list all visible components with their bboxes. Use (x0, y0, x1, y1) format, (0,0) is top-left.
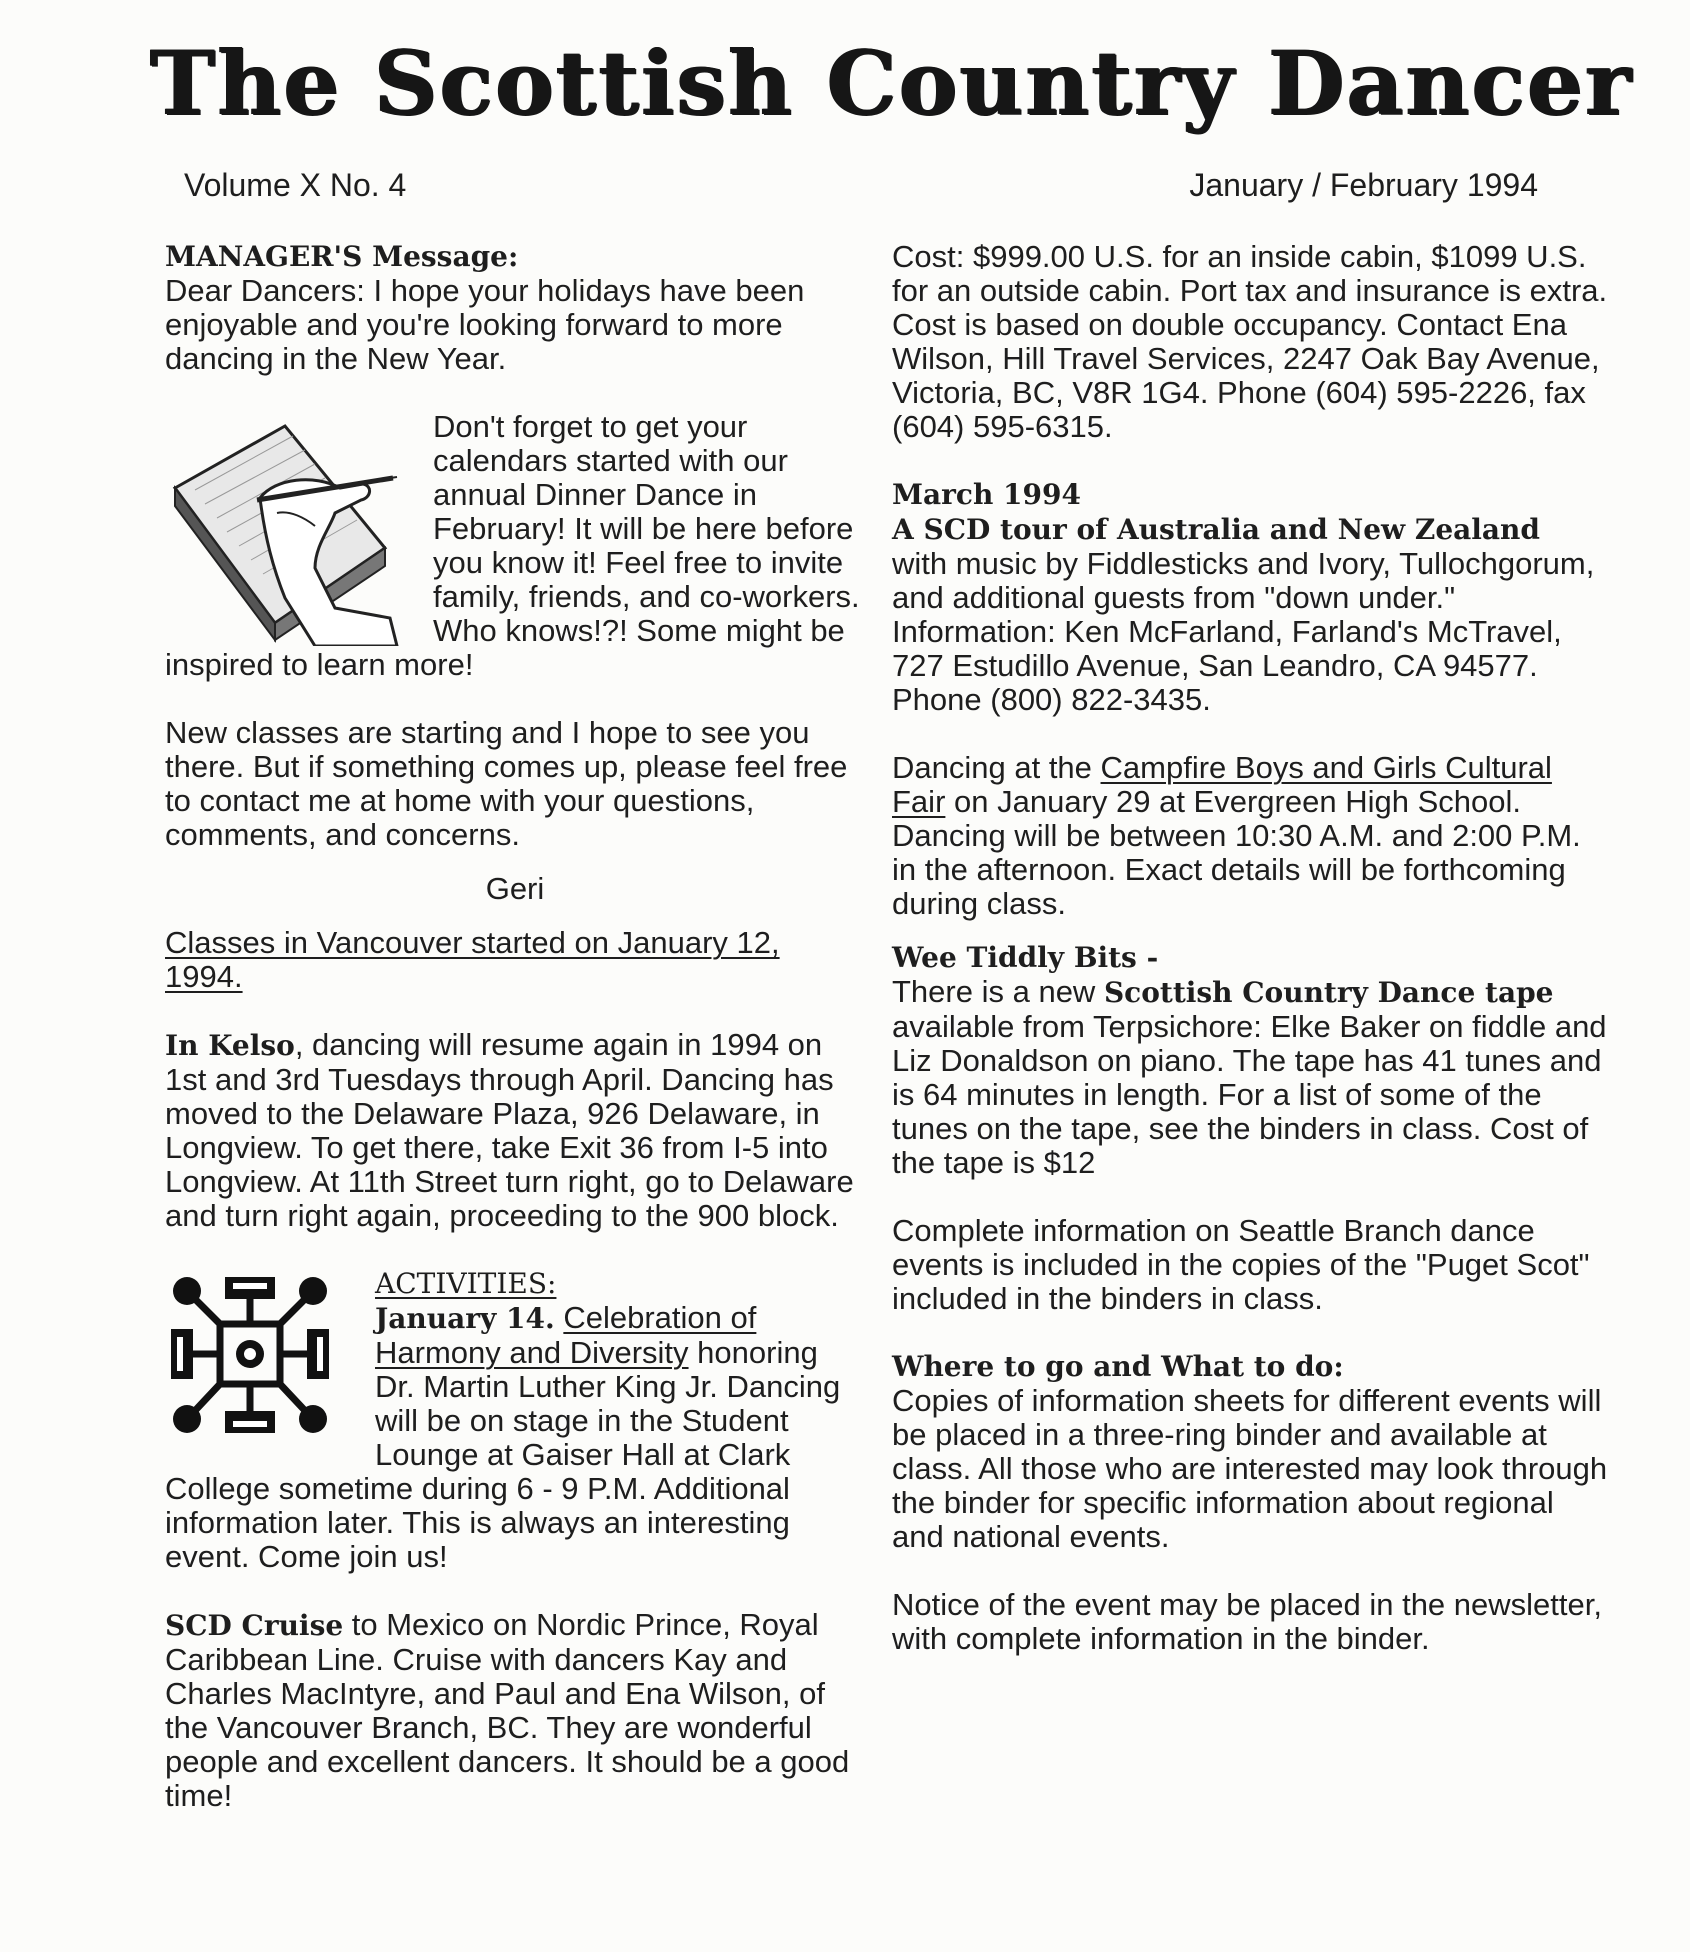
signature: Geri (485, 871, 545, 906)
campfire-text: on January 29 at Evergreen High School. Dancing will be between 10:30 A.M. and 2:00 P.M. in the afternoon. Exact details will be forthcoming during class. (892, 784, 1581, 921)
kelso-text: , dancing will resume again in 1994 on 1st and 3rd Tuesdays through April. Dancing has moved to the Delaware Plaza, 926 Delaware, in Longview. To get there, take Exit 36 from I-5 into Longview. At 11th Street turn right, go to Delaware and turn right again, proceeding to the 900 block. (165, 1027, 854, 1233)
activity-text: honoring Dr. Martin Luther King Jr. Dancing will be on stage in the Student Lounge at Gaiser Hall at Clark College sometime during 6 - 9 P.M. Additional information later. This is always an interesting event. Come join us! (165, 1335, 841, 1574)
where-to-go-text: Copies of information sheets for different events will be placed in a three-ring binder and available at class. All those who are interested may look through the binder for specific information about regional and national events. (892, 1383, 1608, 1554)
campfire-paragraph (892, 751, 1612, 921)
dinner-dance-text: Don't forget to get your calendars started with our annual Dinner Dance in February! It will be here before you know it! Feel free to invite family, friends, and co-workers. Who knows!?! Some might be inspired to learn more! (165, 409, 860, 682)
cruise-text: to Mexico on Nordic Prince, Royal Caribbean Line. Cruise with dancers Kay and Charles MacIntyre, and Paul and Ena Wilson, of the Vancouver Branch, BC. They are wonderful people and excellent dancers. It should be a good time! (165, 1607, 850, 1813)
tape-text: available from Terpsichore: Elke Baker on fiddle and Liz Donaldson on piano. The tape has 41 tunes and is 64 minutes in length. For a list of some of the tunes on the tape, see the binders in class. Cost of the tape is $12 (892, 1009, 1607, 1180)
activity-date: January 14. (375, 1302, 555, 1335)
dinner-dance-block (165, 410, 865, 682)
celtic-knot-emblem-icon (165, 1269, 335, 1441)
where-to-go-heading: Where to go and What to do: (892, 1350, 1344, 1383)
masthead-title: The Scottish Country Dancer (150, 31, 1634, 135)
kelso-paragraph (165, 1028, 865, 1233)
cruise-cost-text: Cost: $999.00 U.S. for an inside cabin, $1099 U.S. for an outside cabin. Port tax and insurance is extra. Cost is based on double occupancy. Contact Ena Wilson, Hill Travel Services, 2247 Oak Bay Avenue, Victoria, BC, V8R 1G4. Phone (604) 595-2226, fax (604) 595-6315. (892, 239, 1608, 444)
new-classes-text: New classes are starting and I hope to see you there. But if something comes up, please feel free to contact me at home with your questions, comments, and concerns. (165, 715, 848, 852)
tape-title: Scottish Country Dance tape (1103, 976, 1554, 1009)
tour-heading: SCD tour of Australia and New Zealand (923, 513, 1540, 546)
activities-heading: ACTIVITIES: (375, 1267, 557, 1300)
tape-prefix: There is a new (892, 974, 1104, 1009)
activities-block (165, 1267, 865, 1574)
kelso-label: In Kelso (165, 1029, 295, 1062)
cruise-label: SCD Cruise (165, 1609, 344, 1642)
cruise-paragraph (165, 1608, 865, 1813)
tape-paragraph (892, 975, 1612, 1180)
activity-celebration-link: Celebration of Harmony and Diversity (375, 1300, 757, 1370)
campfire-prefix: Dancing at the (892, 750, 1101, 785)
notepad-writing-icon (165, 418, 405, 646)
wee-tiddly-bits-heading: Wee Tiddly Bits - (892, 941, 1159, 974)
managers-message-heading: MANAGER'S Message: (165, 240, 519, 273)
managers-intro: Dear Dancers: I hope your holidays have been enjoyable and you're looking forward to more dancing in the New Year. (165, 273, 805, 376)
campfire-fair-link: Campfire Boys and Girls Cultural Fair (892, 750, 1552, 819)
complete-info-text: Complete information on Seattle Branch dance events is included in the copies of the "Puget Scot" included in the binders in class. (892, 1213, 1590, 1316)
volume-number: Volume X No. 4 (184, 167, 407, 203)
tour-heading-line (892, 512, 1612, 547)
march-1994-heading: March 1994 (892, 478, 1081, 511)
right-column (892, 240, 1612, 1656)
vancouver-classes-note: Classes in Vancouver started on January 12, 1994. (165, 925, 780, 994)
tour-prefix: A (892, 513, 924, 546)
tour-text: with music by Fiddlesticks and Ivory, Tullochgorum, and additional guests from "down under." Information: Ken McFarland, Farland's McTravel, 727 Estudillo Avenue, San Leandro, CA 94577. Phone (800) 822-3435. (892, 546, 1595, 717)
left-column (165, 240, 865, 1813)
issue-date: January / February 1994 (1189, 167, 1538, 203)
notice-text: Notice of the event may be placed in the newsletter, with complete information in the binder. (892, 1587, 1602, 1656)
